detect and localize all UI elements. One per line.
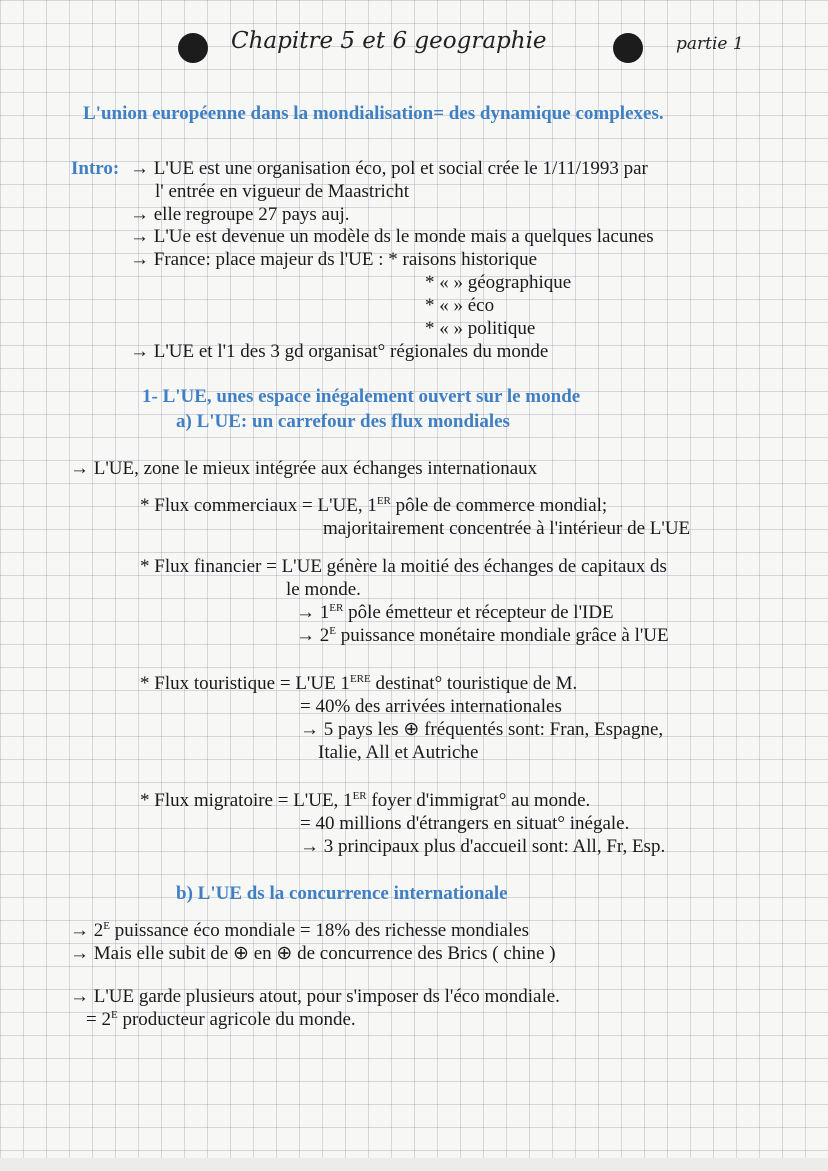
flux-touristique-line-4: Italie, All et Autriche [318, 742, 479, 763]
flux-migratoire-line-1 [140, 790, 590, 812]
flux-touristique-line-1 [140, 673, 577, 695]
flux-financier-line-2: le monde. [286, 579, 361, 600]
flux-migratoire-text-b: foyer d'immigrat° au monde. [366, 790, 591, 811]
part-label: partie 1 [676, 34, 744, 54]
flux-financier-3-text-b: pôle émetteur et récepteur de l'IDE [343, 602, 614, 623]
flux-touristique-line-3: → 5 pays les ⊕ fréquentés sont: Fran, Espagne, [300, 719, 664, 740]
flux-commerciaux-text-a: * Flux commerciaux = L'UE, 1 [140, 495, 377, 516]
flux-intro: → L'UE, zone le mieux intégrée aux échanges internationaux [70, 458, 538, 479]
flux-financier-line-4 [296, 625, 669, 647]
intro-line-4b: * « » géographique [425, 272, 572, 293]
section-b-1-text-a: → 2 [70, 920, 104, 941]
flux-touristique-line-2: = 40% des arrivées internationales [300, 696, 562, 717]
section-b-4-text-a: = 2 [86, 1009, 111, 1030]
flux-financier-4-text-b: puissance monétaire mondiale grâce à l'UE [335, 625, 669, 646]
flux-touristique-text-b: destinat° touristique de M. [370, 673, 578, 694]
intro-label: Intro: [71, 158, 120, 179]
section-b-4-text-b: producteur agricole du monde. [117, 1009, 356, 1030]
section-1b-title: b) L'UE ds la concurrence internationale [176, 883, 508, 904]
flux-touristique-text-a: * Flux touristique = L'UE 1 [140, 673, 350, 694]
section-b-1-text-b: puissance éco mondiale = 18% des richesse mondiales [109, 920, 530, 941]
flux-financier-4-sup: E [329, 625, 336, 637]
intro-line-2: → elle regroupe 27 pays auj. [130, 204, 350, 225]
chapter-heading: Chapitre 5 et 6 geographie [231, 28, 547, 54]
section-b-4-sup: E [110, 1009, 118, 1021]
section-b-line-3: → L'UE garde plusieurs atout, pour s'imposer ds l'éco mondiale. [70, 986, 560, 1007]
flux-financier-line-3 [296, 602, 614, 624]
flux-migratoire-line-2: = 40 millions d'étrangers en situat° inégale. [300, 813, 630, 834]
intro-line-1b: l' entrée en vigueur de Maastricht [155, 181, 410, 202]
punch-hole-left [178, 33, 208, 63]
punch-hole-right [613, 33, 643, 63]
intro-line-4d: * « » politique [425, 318, 536, 339]
flux-financier-line-1: * Flux financier = L'UE génère la moitié des échanges de capitaux ds [140, 556, 667, 577]
section-b-line-4 [86, 1009, 356, 1031]
intro-line-3: → L'Ue est devenue un modèle ds le monde mais a quelques lacunes [130, 226, 654, 247]
flux-commerciaux-text-b: pôle de commerce mondial; [390, 495, 608, 516]
main-title: L'union européenne dans la mondialisation= des dynamique complexes. [83, 103, 664, 124]
flux-financier-3-sup: ER [329, 602, 344, 614]
section-1a-title: a) L'UE: un carrefour des flux mondiales [176, 411, 510, 432]
page-bottom-edge [0, 1158, 828, 1171]
flux-financier-4-text-a: → 2 [296, 625, 330, 646]
flux-financier-3-text-a: → 1 [296, 602, 330, 623]
section-b-1-sup: E [103, 920, 110, 932]
flux-commerciaux-line-2: majoritairement concentrée à l'intérieur de L'UE [323, 518, 691, 539]
intro-line-5: → L'UE et l'1 des 3 gd organisat° régionales du monde [130, 341, 549, 362]
section-1-title: 1- L'UE, unes espace inégalement ouvert sur le monde [142, 386, 581, 407]
flux-touristique-sup: ERE [349, 673, 371, 685]
flux-commerciaux-sup: ER [376, 495, 391, 507]
intro-line-4: → France: place majeur ds l'UE : * raisons historique [130, 249, 538, 270]
flux-commerciaux-line-1 [140, 495, 607, 517]
flux-migratoire-sup: ER [352, 790, 367, 802]
intro-line-1: → L'UE est une organisation éco, pol et social crée le 1/11/1993 par [130, 158, 648, 179]
section-b-line-2: → Mais elle subit de ⊕ en ⊕ de concurrence des Brics ( chine ) [70, 943, 556, 964]
flux-migratoire-line-3: → 3 principaux plus d'accueil sont: All, Fr, Esp. [300, 836, 666, 857]
intro-line-4c: * « » éco [425, 295, 495, 316]
section-b-line-1 [70, 920, 529, 942]
flux-migratoire-text-a: * Flux migratoire = L'UE, 1 [140, 790, 353, 811]
